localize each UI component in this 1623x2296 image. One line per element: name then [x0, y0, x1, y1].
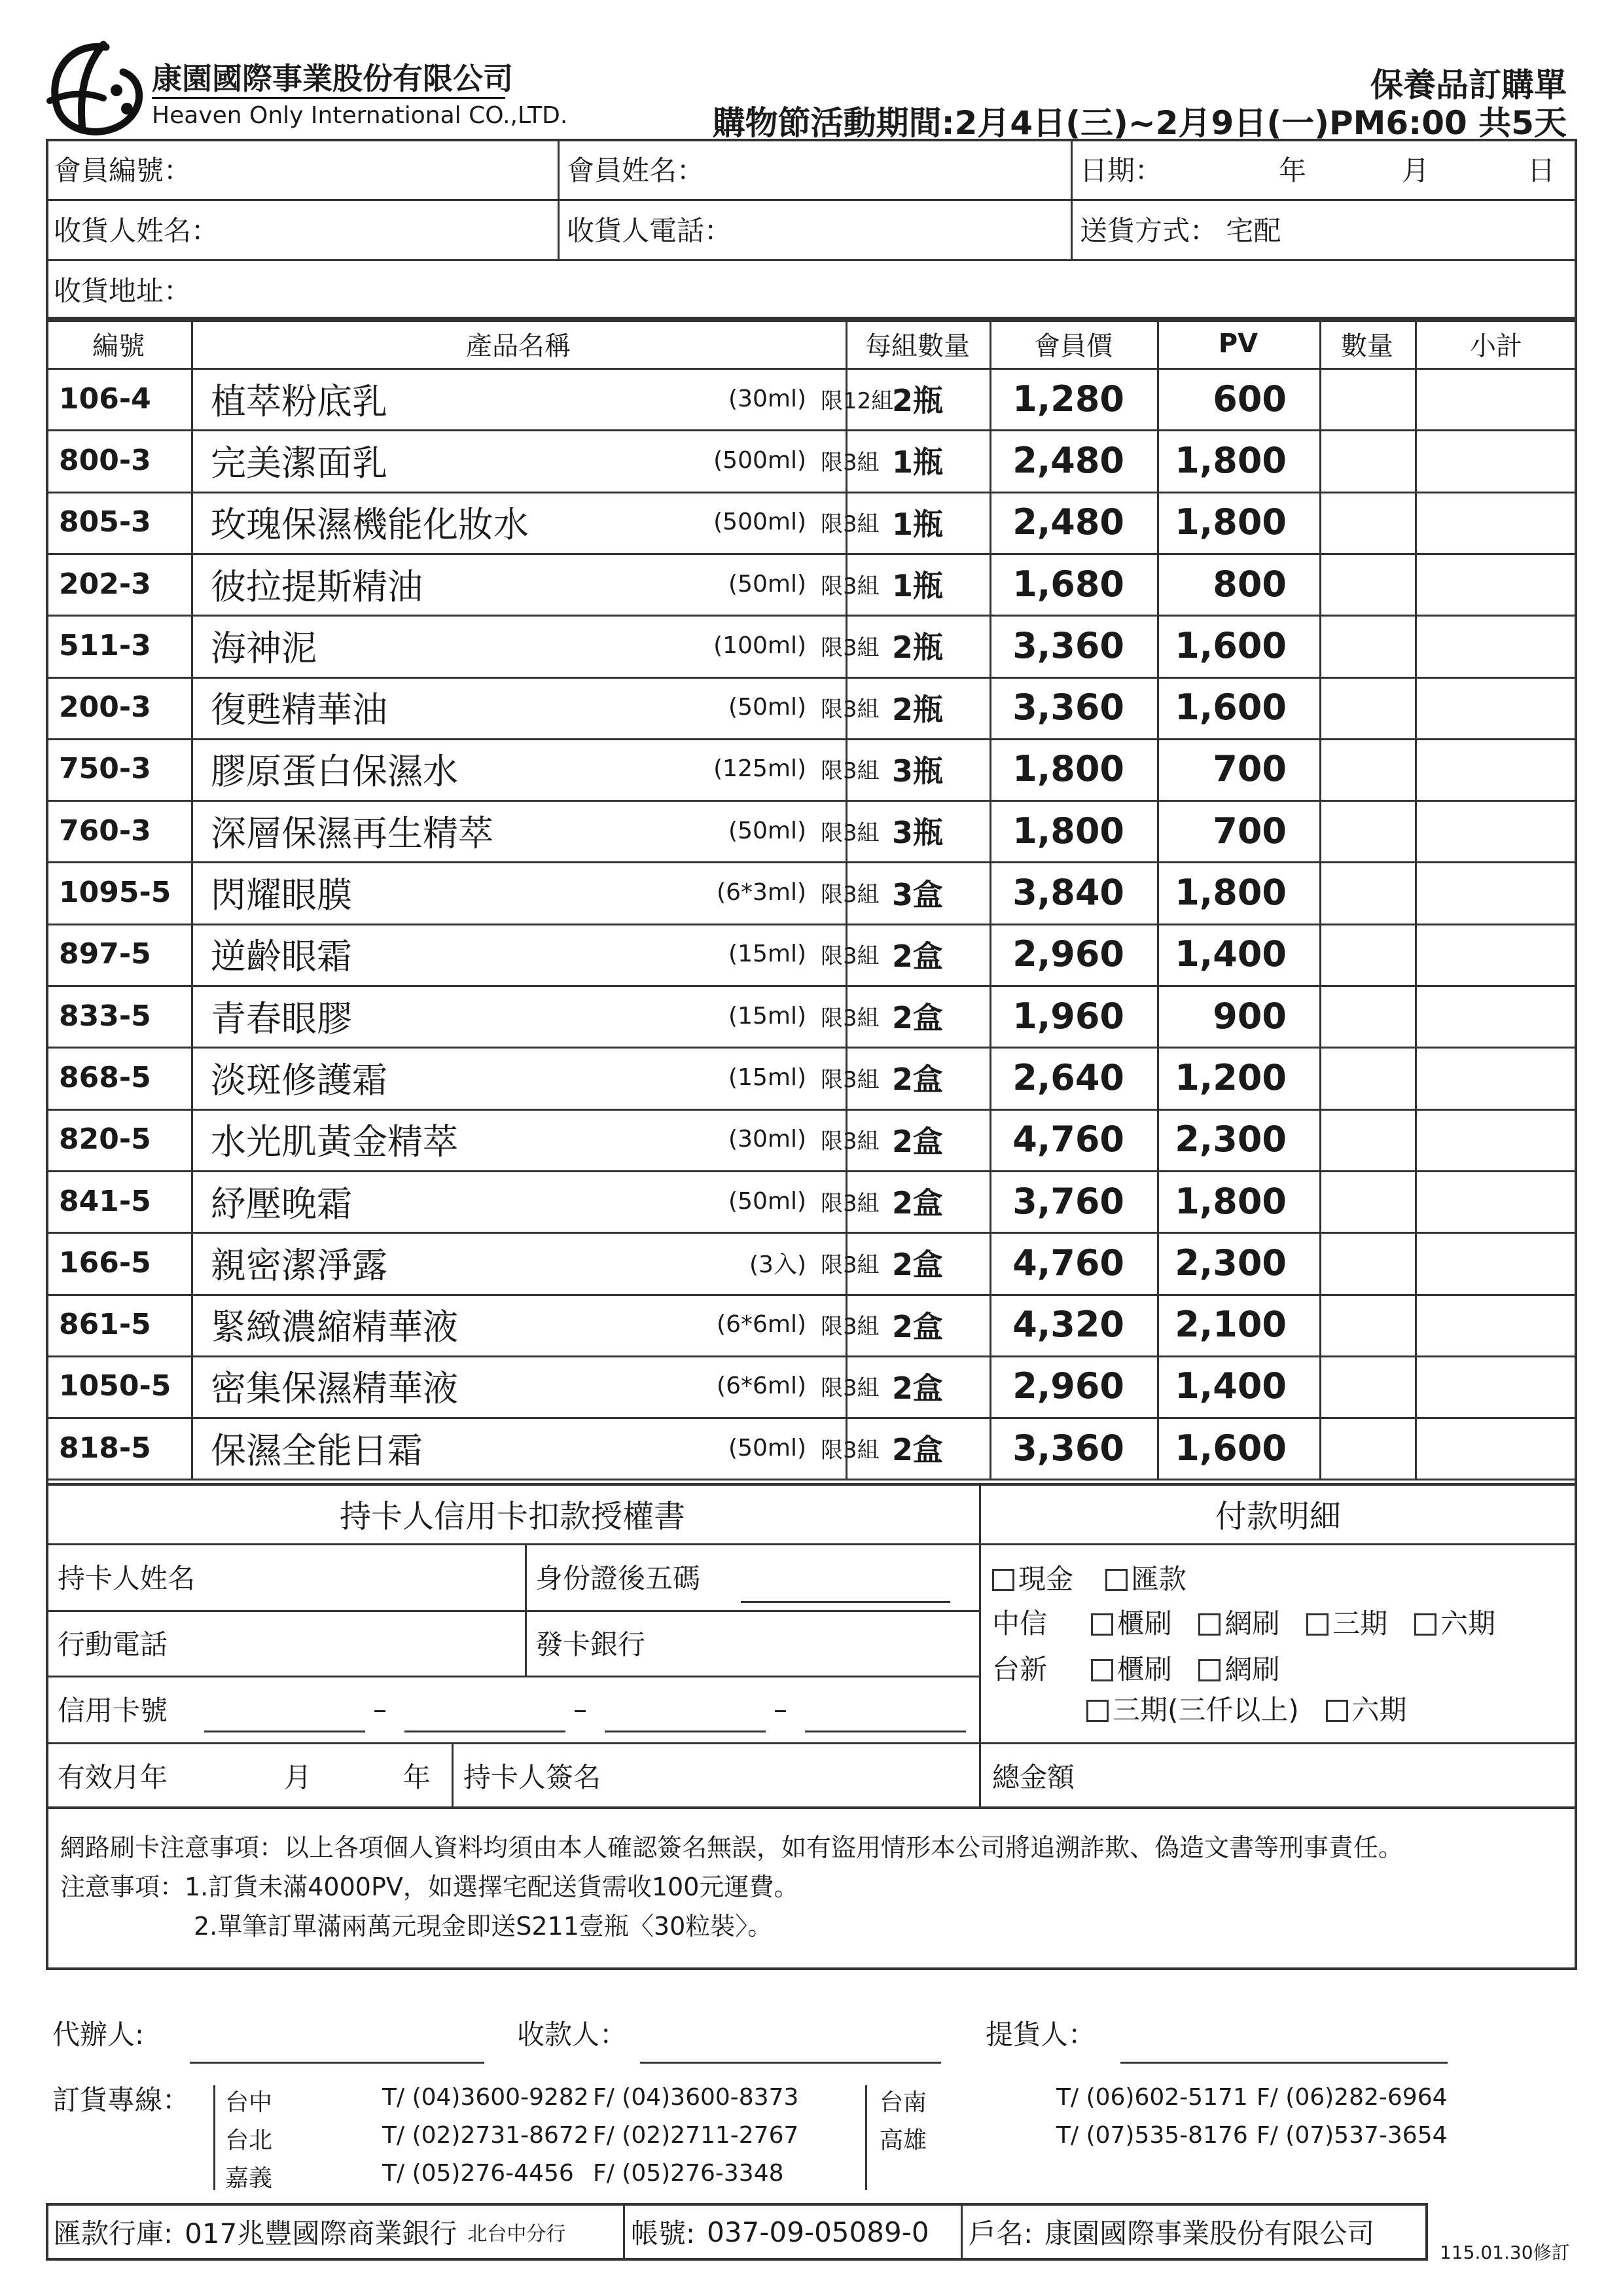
hotline-city: 高雄: [880, 2127, 927, 2154]
product-pv: 1,800: [1175, 439, 1287, 481]
bank-branch: 北台中分行: [467, 2223, 566, 2246]
picker-signature-line[interactable]: [1120, 2062, 1448, 2064]
product-member-price: 2,480: [1012, 439, 1124, 481]
ctbc-counter-checkbox[interactable]: [1091, 1613, 1113, 1636]
product-pv: 2,300: [1175, 1242, 1287, 1283]
mobile-phone-field[interactable]: 行動電話: [58, 1628, 168, 1660]
product-code: 760-3: [59, 814, 151, 848]
product-limit: 限3組: [821, 1005, 880, 1031]
order-quantity-input[interactable]: [1319, 861, 1415, 923]
order-quantity-input[interactable]: [1319, 677, 1415, 738]
order-quantity-input[interactable]: [1319, 1417, 1415, 1479]
payment-row-cash: [992, 1558, 1186, 1597]
hotline-tel: T/ (07)535-8176: [1056, 2122, 1248, 2149]
note-shipping: 注意事項：1.訂貨未滿4000PV，如選擇宅配送貨需收100元運費。: [60, 1873, 799, 1901]
member-info-box: [46, 139, 1577, 319]
product-limit: 限3組: [821, 634, 880, 661]
hotline-fax: F/ (02)2711-2767: [593, 2122, 799, 2149]
product-set-qty: 2盒: [891, 1432, 943, 1468]
taishin-six-label: 六期: [1351, 1694, 1407, 1726]
product-name: 玫瑰保濕機能化妝水: [211, 504, 529, 546]
product-name: 保濕全能日霜: [211, 1429, 423, 1471]
cash-checkbox[interactable]: [992, 1569, 1014, 1591]
product-name: 彼拉提斯精油: [211, 565, 423, 607]
order-subtotal-input[interactable]: [1415, 553, 1577, 615]
product-limit: 限3組: [821, 819, 880, 846]
product-set-qty: 1瓶: [891, 568, 943, 604]
order-subtotal-input[interactable]: [1415, 800, 1577, 861]
product-member-price: 1,800: [1012, 748, 1124, 790]
card-number-dash-1: –: [373, 1693, 387, 1725]
recipient-phone-field[interactable]: 收貨人電話：: [567, 215, 732, 247]
account-number: 037-09-05089-0: [707, 2215, 929, 2248]
address-field[interactable]: 收貨地址：: [54, 275, 192, 307]
header-set-qty: 每組數量: [865, 331, 970, 361]
cardholder-name-field[interactable]: 持卡人姓名: [58, 1562, 196, 1594]
hotline-label: 訂貨專線：: [52, 2084, 190, 2116]
company-logo: [41, 38, 152, 143]
expiry-month: 月: [284, 1761, 312, 1793]
order-quantity-input[interactable]: [1319, 1232, 1415, 1293]
product-member-price: 1,680: [1012, 563, 1124, 605]
ctbc-six-checkbox[interactable]: [1414, 1613, 1436, 1636]
product-pv: 1,600: [1175, 1427, 1287, 1469]
order-subtotal-input[interactable]: [1415, 738, 1577, 800]
product-limit: 限3組: [821, 1128, 880, 1155]
order-quantity-input[interactable]: [1319, 985, 1415, 1047]
product-pv: 900: [1213, 995, 1287, 1037]
order-quantity-input[interactable]: [1319, 492, 1415, 553]
order-subtotal-input[interactable]: [1415, 1417, 1577, 1479]
bank-info: [54, 2203, 565, 2261]
card-number-part-2[interactable]: [404, 1731, 565, 1732]
revision-date: 115.01.30修訂: [1440, 2242, 1570, 2263]
order-quantity-input[interactable]: [1319, 924, 1415, 985]
hotline-city: 嘉義: [225, 2165, 273, 2192]
header-quantity: 數量: [1341, 331, 1393, 361]
product-code: 868-5: [59, 1060, 151, 1094]
agent-label: 代辦人:: [52, 2018, 145, 2051]
product-name: 植萃粉底乳: [211, 380, 387, 422]
product-name: 密集保濕精華液: [211, 1368, 458, 1410]
taishin-counter-label: 櫃刷: [1116, 1653, 1172, 1685]
cashier-signature-line[interactable]: [640, 2062, 941, 2064]
logo-mark-icon: [41, 38, 152, 143]
product-member-price: 3,360: [1012, 687, 1124, 728]
date-field[interactable]: 日期：: [1080, 154, 1163, 187]
order-subtotal-input[interactable]: [1415, 615, 1577, 676]
note-gift: 2.單筆訂單滿兩萬元現金即送S211壹瓶〈30粒裝〉。: [194, 1912, 773, 1941]
product-pv: 2,300: [1175, 1119, 1287, 1160]
ctbc-three-checkbox[interactable]: [1306, 1613, 1329, 1636]
product-set-qty: 2盒: [891, 1000, 943, 1036]
note-credit-card: 網路刷卡注意事項：以上各項個人資料均須由本人確認簽名無誤，如有盜用情形本公司將追溯詐欺、偽造文書等刑事責任。: [60, 1833, 1404, 1862]
product-limit: 限3組: [821, 1251, 880, 1278]
product-limit: 限3組: [821, 1437, 880, 1463]
account-holder-info: [969, 2203, 1374, 2261]
ctbc-counter-label: 櫃刷: [1116, 1607, 1172, 1640]
header-member-price: 會員價: [1034, 331, 1113, 361]
product-spec: (50ml): [728, 817, 806, 844]
product-limit: 限3組: [821, 1190, 880, 1217]
account-info: [631, 2203, 929, 2261]
card-number-dash-2: –: [573, 1693, 587, 1725]
payment-row-taishin: [992, 1648, 1279, 1687]
product-limit: 限3組: [821, 573, 880, 600]
product-code: 800-3: [59, 443, 151, 477]
product-limit: 限3組: [821, 511, 880, 538]
product-code: 106-4: [59, 382, 151, 416]
order-subtotal-input[interactable]: [1415, 861, 1577, 923]
order-subtotal-input[interactable]: [1415, 924, 1577, 985]
hotline-fax: F/ (04)3600-8373: [593, 2084, 799, 2111]
date-year: 年: [1279, 154, 1307, 187]
product-set-qty: 2瓶: [891, 383, 943, 419]
card-number-label: 信用卡號: [58, 1695, 168, 1727]
card-number-part-3[interactable]: [605, 1731, 766, 1732]
product-code: 818-5: [59, 1431, 151, 1465]
product-member-price: 2,960: [1012, 933, 1124, 975]
product-set-qty: 3瓶: [891, 753, 943, 789]
cardholder-signature-field[interactable]: 持卡人簽名: [463, 1761, 601, 1793]
product-pv: 1,400: [1175, 1365, 1287, 1407]
product-member-price: 1,800: [1012, 810, 1124, 852]
product-pv: 1,800: [1175, 1180, 1287, 1222]
product-set-qty: 2盒: [891, 938, 943, 974]
hotline-tel: T/ (05)276-4456: [382, 2160, 574, 2187]
product-name: 青春眼膠: [211, 997, 352, 1039]
product-name: 紓壓晚霜: [211, 1183, 352, 1225]
product-pv: 2,100: [1175, 1304, 1287, 1346]
product-spec: (15ml): [728, 941, 806, 968]
order-subtotal-input[interactable]: [1415, 677, 1577, 738]
delivery-method-field[interactable]: 送貨方式： 宅配: [1080, 215, 1281, 247]
product-set-qty: 2瓶: [891, 630, 943, 666]
product-spec: (50ml): [728, 1187, 806, 1215]
product-member-price: 4,320: [1012, 1304, 1124, 1346]
product-member-price: 2,960: [1012, 1365, 1124, 1407]
product-spec: (6*6ml): [717, 1311, 806, 1338]
agent-signature-line[interactable]: [190, 2062, 484, 2064]
order-quantity-input[interactable]: [1319, 1294, 1415, 1355]
product-set-qty: 2盒: [891, 1247, 943, 1283]
id-last5-input[interactable]: [741, 1601, 950, 1603]
form-title: 保養品訂購單: [1370, 66, 1567, 104]
order-quantity-input[interactable]: [1319, 1047, 1415, 1108]
hotline-fax: F/ (05)276-3348: [593, 2160, 784, 2187]
product-pv: 1,400: [1175, 933, 1287, 975]
product-spec: (50ml): [728, 694, 806, 721]
order-quantity-input[interactable]: [1319, 368, 1415, 429]
expiry-year: 年: [403, 1761, 431, 1793]
product-spec: (3入): [749, 1251, 806, 1278]
product-pv: 800: [1213, 563, 1287, 605]
product-member-price: 2,480: [1012, 501, 1124, 543]
company-name-divider: [152, 97, 505, 99]
product-limit: 限3組: [821, 1066, 880, 1093]
product-member-price: 4,760: [1012, 1242, 1124, 1283]
taishin-three-label: 三期(三仟以上): [1113, 1694, 1299, 1726]
product-member-price: 1,280: [1012, 378, 1124, 420]
product-set-qty: 2盒: [891, 1370, 943, 1406]
payment-row-ctbc: [992, 1602, 1495, 1641]
product-code: 861-5: [59, 1308, 151, 1342]
product-name: 親密潔淨露: [211, 1244, 387, 1286]
product-code: 166-5: [59, 1246, 151, 1280]
remit-label: 匯款: [1131, 1563, 1186, 1595]
product-limit: 限3組: [821, 882, 880, 908]
product-pv: 1,200: [1175, 1056, 1287, 1098]
date-day: 日: [1527, 154, 1556, 187]
product-pv: 1,600: [1175, 687, 1287, 728]
hotline-fax: F/ (06)282-6964: [1257, 2084, 1448, 2111]
card-number-part-1[interactable]: [204, 1731, 365, 1732]
product-member-price: 3,840: [1012, 872, 1124, 914]
taishin-online-label: 網刷: [1224, 1653, 1280, 1685]
order-quantity-input[interactable]: [1319, 738, 1415, 800]
product-set-qty: 2盒: [891, 1308, 943, 1344]
product-spec: (100ml): [713, 632, 806, 659]
order-subtotal-input[interactable]: [1415, 1047, 1577, 1108]
product-name: 膠原蛋白保濕水: [211, 751, 458, 793]
product-name: 水光肌黃金精萃: [211, 1121, 458, 1163]
id-last5-label: 身份證後五碼: [535, 1562, 701, 1594]
order-quantity-input[interactable]: [1319, 800, 1415, 861]
order-subtotal-input[interactable]: [1415, 1355, 1577, 1417]
product-limit: 限3組: [821, 449, 880, 476]
product-name: 深層保濕再生精萃: [211, 812, 493, 854]
product-set-qty: 3盒: [891, 876, 943, 912]
product-member-price: 2,640: [1012, 1056, 1124, 1098]
product-set-qty: 2盒: [891, 1185, 943, 1221]
product-pv: 600: [1213, 378, 1287, 420]
picker-label: 提貨人：: [986, 2018, 1096, 2051]
product-member-price: 3,360: [1012, 1427, 1124, 1469]
product-name: 逆齡眼霜: [211, 936, 352, 978]
product-member-price: 4,760: [1012, 1119, 1124, 1160]
product-spec: (500ml): [713, 509, 806, 536]
ctbc-online-checkbox[interactable]: [1198, 1613, 1221, 1636]
cashier-label: 收款人：: [517, 2018, 628, 2051]
product-set-qty: 3瓶: [891, 815, 943, 851]
product-code: 897-5: [59, 937, 151, 971]
product-limit: 限3組: [821, 1375, 880, 1402]
product-code: 1050-5: [59, 1369, 171, 1403]
order-subtotal-input[interactable]: [1415, 1294, 1577, 1355]
product-limit: 限3組: [821, 1314, 880, 1340]
company-name-zh: 康園國際事業股份有限公司: [152, 61, 513, 96]
issuing-bank-field[interactable]: 發卡銀行: [535, 1628, 646, 1660]
bank-ctbc-label: 中信: [992, 1607, 1048, 1640]
product-spec: (6*3ml): [717, 879, 806, 906]
product-set-qty: 1瓶: [891, 444, 943, 480]
product-spec: (50ml): [728, 1434, 806, 1462]
product-name: 海神泥: [211, 627, 317, 669]
bank-name: 017兆豐國際商業銀行: [185, 2217, 457, 2250]
product-name: 復甦精華油: [211, 689, 387, 731]
recipient-name-field[interactable]: 收貨人姓名：: [54, 215, 219, 247]
product-code: 511-3: [59, 628, 151, 662]
hotline-tel: T/ (04)3600-9282: [382, 2084, 589, 2111]
hotline-tel: T/ (02)2731-8672: [382, 2122, 589, 2149]
order-quantity-input[interactable]: [1319, 429, 1415, 491]
product-limit: 限3組: [821, 943, 880, 970]
card-number-dash-3: –: [774, 1693, 787, 1725]
header-subtotal: 小計: [1470, 331, 1522, 361]
taishin-counter-checkbox[interactable]: [1091, 1659, 1113, 1681]
account-holder-name: 康園國際事業股份有限公司: [1044, 2217, 1375, 2250]
order-subtotal-input[interactable]: [1415, 492, 1577, 553]
product-spec: (500ml): [713, 446, 806, 474]
order-subtotal-input[interactable]: [1415, 1170, 1577, 1232]
product-spec: (15ml): [728, 1064, 806, 1091]
product-name: 閃耀眼膜: [211, 874, 352, 916]
product-limit: 限3組: [821, 696, 880, 723]
product-member-price: 3,760: [1012, 1180, 1124, 1222]
header-pv: PV: [1218, 329, 1258, 359]
product-code: 200-3: [59, 691, 151, 725]
member-name-field[interactable]: 會員姓名：: [567, 154, 705, 187]
event-period: 購物節活動期間:2月4日(三)~2月9日(一)PM6:00 共5天: [712, 104, 1567, 142]
product-code: 833-5: [59, 999, 151, 1033]
product-code: 820-5: [59, 1122, 151, 1157]
ctbc-online-label: 網刷: [1224, 1607, 1280, 1640]
product-set-qty: 1瓶: [891, 506, 943, 542]
product-name: 完美潔面乳: [211, 442, 387, 484]
hotline-city: 台北: [225, 2127, 273, 2154]
product-limit: 限12組: [821, 387, 894, 414]
order-subtotal-input[interactable]: [1415, 1109, 1577, 1170]
product-name: 淡斑修護霜: [211, 1059, 387, 1101]
credit-card-auth-title: 持卡人信用卡扣款授權書: [339, 1498, 685, 1535]
card-number-part-4[interactable]: [805, 1731, 966, 1732]
payment-details-title: 付款明細: [1215, 1498, 1341, 1535]
ctbc-six-label: 六期: [1440, 1607, 1495, 1640]
total-amount-field[interactable]: 總金額: [992, 1761, 1075, 1793]
product-code: 841-5: [59, 1184, 151, 1218]
taishin-three-checkbox[interactable]: [1086, 1700, 1109, 1722]
product-member-price: 1,960: [1012, 995, 1124, 1037]
header-code: 編號: [92, 331, 145, 361]
hotline-city: 台南: [880, 2089, 927, 2116]
product-set-qty: 2瓶: [891, 691, 943, 727]
header-product-name: 產品名稱: [466, 331, 571, 361]
product-pv: 700: [1213, 810, 1287, 852]
account-label: 帳號:: [631, 2217, 696, 2250]
order-quantity-input[interactable]: [1319, 1355, 1415, 1417]
product-spec: (125ml): [713, 755, 806, 783]
product-limit: 限3組: [821, 758, 880, 785]
hotline-city: 台中: [225, 2089, 273, 2116]
order-subtotal-input[interactable]: [1415, 985, 1577, 1047]
order-quantity-input[interactable]: [1319, 615, 1415, 676]
taishin-online-checkbox[interactable]: [1198, 1659, 1221, 1681]
order-subtotal-input[interactable]: [1415, 1232, 1577, 1293]
order-subtotal-input[interactable]: [1415, 429, 1577, 491]
expiry-field[interactable]: 有效月年: [58, 1761, 168, 1793]
product-spec: (30ml): [728, 385, 806, 412]
product-pv: 1,800: [1175, 501, 1287, 543]
order-quantity-input[interactable]: [1319, 1109, 1415, 1170]
order-subtotal-input[interactable]: [1415, 368, 1577, 429]
product-set-qty: 2盒: [891, 1062, 943, 1098]
order-quantity-input[interactable]: [1319, 1170, 1415, 1232]
order-quantity-input[interactable]: [1319, 553, 1415, 615]
date-month: 月: [1402, 154, 1430, 187]
payment-row-taishin-installment: [1086, 1689, 1407, 1728]
product-spec: (30ml): [728, 1126, 806, 1153]
product-code: 202-3: [59, 567, 151, 601]
product-spec: (15ml): [728, 1002, 806, 1030]
product-pv: 700: [1213, 748, 1287, 790]
product-pv: 1,600: [1175, 624, 1287, 666]
remit-checkbox[interactable]: [1105, 1569, 1128, 1591]
member-number-field[interactable]: 會員編號：: [54, 154, 192, 187]
bank-label: 匯款行庫:: [54, 2217, 173, 2250]
ctbc-three-label: 三期: [1332, 1607, 1388, 1640]
product-name: 緊緻濃縮精華液: [211, 1306, 458, 1348]
cash-label: 現金: [1018, 1563, 1074, 1595]
hotline-tel: T/ (06)602-5171: [1056, 2084, 1248, 2111]
hotline-fax: F/ (07)537-3654: [1257, 2122, 1448, 2149]
product-pv: 1,800: [1175, 872, 1287, 914]
product-spec: (6*6ml): [717, 1372, 806, 1400]
product-code: 805-3: [59, 505, 151, 539]
product-spec: (50ml): [728, 570, 806, 598]
account-holder-label: 戶名:: [969, 2217, 1033, 2250]
product-set-qty: 2盒: [891, 1123, 943, 1159]
company-name-en: Heaven Only International CO.,LTD.: [152, 102, 568, 129]
taishin-six-checkbox[interactable]: [1326, 1700, 1348, 1722]
product-code: 1095-5: [59, 876, 171, 910]
product-code: 750-3: [59, 752, 151, 786]
bank-taishin-label: 台新: [992, 1653, 1048, 1685]
product-member-price: 3,360: [1012, 624, 1124, 666]
